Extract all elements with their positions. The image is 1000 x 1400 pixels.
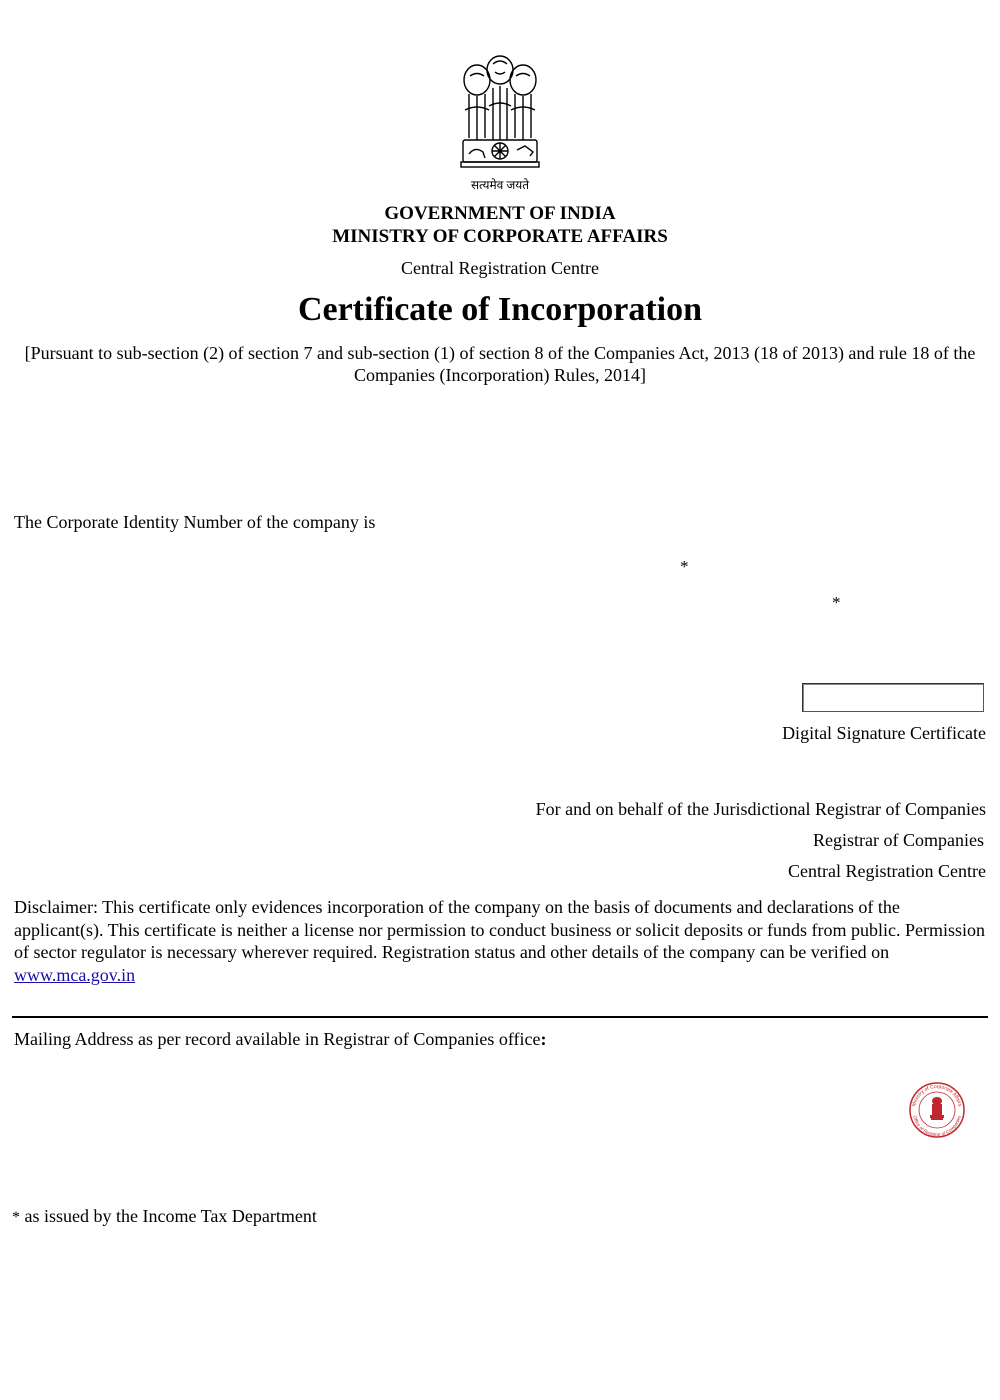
- pursuant-clause: [Pursuant to sub-section (2) of section 7 and sub-section (1) of section 8 of the Companies Act, 2013 (18 of 2013) and rule 18 of the Companies (Incorporation) Rules, 2014]: [24, 343, 976, 385]
- ministry-heading: MINISTRY OF CORPORATE AFFAIRS: [332, 226, 668, 247]
- footnote: [12, 1205, 317, 1229]
- asterisk-marker: *: [680, 557, 689, 576]
- mailing-address-label: [14, 1028, 547, 1050]
- disclaimer-text: Disclaimer: This certificate only evidences incorporation of the company on the basis of documents and declarations of the applicant(s). This certificate is neither a license nor permission to conduct business or solicit deposits or funds from public. Permission of sector regulator is necessary wherever required. Registration status and other details of the company can be verified on: [14, 897, 985, 962]
- registrar-seal-icon: [907, 1082, 967, 1138]
- page-title: Certificate of Incorporation: [297, 291, 703, 328]
- registration-centre: Central Registration Centre: [401, 258, 599, 278]
- national-emblem-icon: [455, 50, 545, 180]
- mailing-label-text: Mailing Address as per record available in Registrar of Companies office: [14, 1029, 541, 1049]
- digital-signature-box[interactable]: [802, 683, 984, 712]
- footnote-asterisk: *: [12, 1209, 20, 1226]
- divider: [12, 1016, 988, 1018]
- registrar-centre: Central Registration Centre: [788, 861, 986, 881]
- seal-bottom-text: Office of Registrar of Companies: [912, 1115, 962, 1138]
- seal-top-text: Ministry of Corporate Affairs: [911, 1083, 963, 1108]
- digital-signature-label: Digital Signature Certificate: [782, 723, 986, 743]
- mca-website-link[interactable]: www.mca.gov.in: [14, 964, 136, 985]
- emblem-motto: सत्यमेव जयते: [470, 178, 530, 192]
- mailing-colon: :: [540, 1029, 547, 1049]
- cin-statement: The Corporate Identity Number of the company is: [14, 512, 376, 532]
- government-heading: GOVERNMENT OF INDIA: [384, 203, 616, 224]
- registrar-title: Registrar of Companies: [813, 830, 984, 850]
- behalf-statement: For and on behalf of the Jurisdictional Registrar of Companies: [535, 799, 986, 819]
- disclaimer: [14, 896, 986, 986]
- footnote-text: as issued by the Income Tax Department: [20, 1206, 317, 1226]
- asterisk-marker: *: [832, 593, 841, 612]
